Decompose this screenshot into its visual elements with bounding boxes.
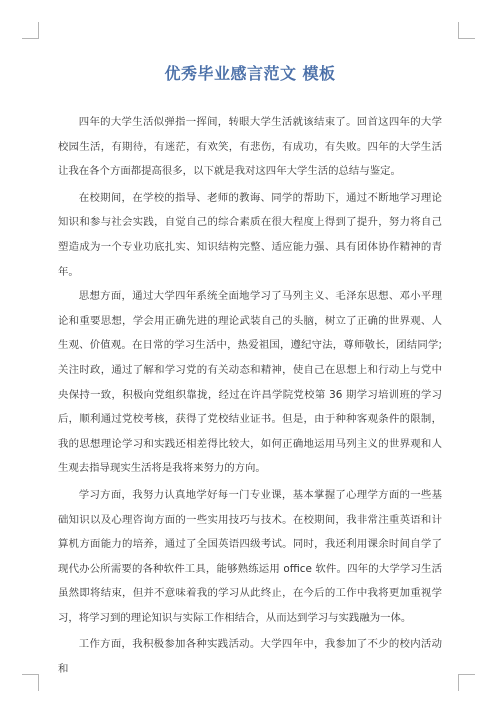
paragraph-school-period: 在校期间，在学校的指导、老师的教诲、同学的帮助下，通过不断地学习理论知识和参与社会实践，自觉自己的综合素质在很大程度上得到了提升，努力将自己塑造成为一个专业功底扎实、知识结构完整、适应能力强、具有团体协作精神的青年。 [58, 191, 442, 278]
paragraph-intro: 四年的大学生活似弹指一挥间，转眼大学生活就该结束了。回首这四年的大学校园生活，有期待，有迷茫，有欢笑，有悲伤，有成功，有失败。四年的大学生活让我在各个方面都提高很多，以下就是我对这四年大学生活的总结与鉴定。 [58, 116, 442, 178]
paragraph-work: 工作方面，我积极参加各种实践活动。大学四年中，我参加了不少的校内活动和 [58, 638, 442, 676]
paragraph-study: 学习方面，我努力认真地学好每一门专业课，基本掌握了心理学方面的一些基础知识以及心理咨询方面的一些实用技巧与技术。在校期间，我非常注重英语和计算机方面能力的培养，通过了全国英语四级考试。同时，我还利用课余时间自学了现代办公所需要的各种软件工具，能够熟练运用 office 软件。四年的大学学习生活虽然即将结束，但并不意味着我的学习从此终止，在今后的工作中我将更加重视学习，将学习到的理论知识与实际工作相结合，从而达到学习与实践融为一体。 [58, 488, 442, 624]
crop-mark-top-right [458, 22, 475, 39]
crop-mark-bottom-right [458, 674, 475, 691]
document-title: 优秀毕业感言范文 模板 [164, 64, 336, 83]
document-body [58, 110, 442, 682]
paragraph-ideology: 思想方面，通过大学四年系统全面地学习了马列主义、毛泽东思想、邓小平理论和重要思想，学会用正确先进的理论武装自己的头脑，树立了正确的世界观、人生观、价值观。在日常的学习生活中，热爱祖国，遵纪守法，尊师敬长，团结同学;关注时政，通过了解和学习党的有关动态和精神，使自己在思想上和行动上与党中央保持一致，积极向党组织靠拢，经过在许昌学院党校第 36 期学习培训班的学习后，顺利通过党校考核，获得了党校结业证书。但是，由于种种客观条件的限制，我的思想理论学习和实践还相差得比较大，如何正确地运用马列主义的世界观和人生观去指导现实生活将是我将来努力的方向。 [58, 290, 442, 475]
crop-mark-bottom-left [22, 674, 39, 691]
crop-mark-top-left [22, 22, 39, 39]
